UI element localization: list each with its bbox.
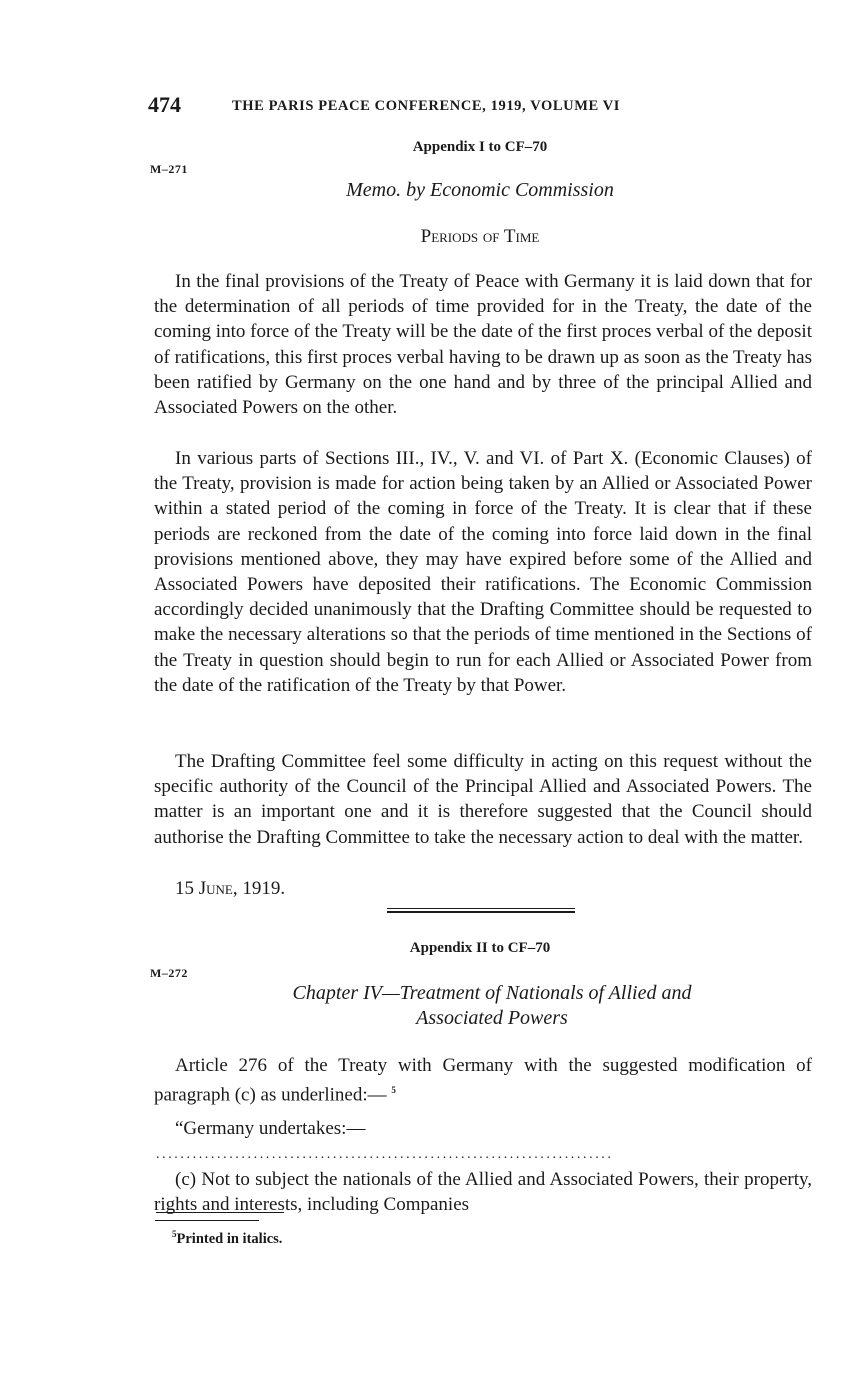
running-title: THE PARIS PEACE CONFERENCE, 1919, VOLUME VI	[232, 98, 621, 114]
appendix-1-subtitle: Memo. by Economic Commission	[346, 179, 614, 201]
page-number: 474	[148, 92, 181, 117]
ellipsis-row: ...........................................................................	[156, 1150, 614, 1160]
footnote-marker: 5	[172, 1229, 177, 1239]
separator-rule-thick	[387, 911, 575, 913]
appendix-2-subtitle-line-2: Associated Powers	[416, 1007, 568, 1029]
article-intro-text: Article 276 of the Treaty with Germany with the suggested modification of paragraph (c) as underlined:—	[154, 1055, 812, 1106]
paragraph-2: In various parts of Sections III., IV., V. and VI. of Part X. (Economic Clauses) of the Treaty, provision is made for action being taken by an Allied or Associated Power within a stated period of the coming in force of the Treaty. It is clear that if these periods are reckoned from the date of the coming into force laid down in the final provisions mentioned above, they may have expired before some of the Allied and Associated Powers have deposited their ratifications. The Economic Commission accordingly decided unanimously that the Drafting Committee should be requested to make the necessary alterations so that the periods of time mentioned in the Sections of the Treaty in question should begin to run for each Allied or Associated Power from the date of the ratification of the Treaty by that Power.	[154, 448, 812, 696]
memo-date	[175, 876, 475, 901]
section-title-periods-of-time: Periods of Time	[420, 226, 540, 247]
clause-c: (c) Not to subject the nationals of the Allied and Associated Powers, their property, rights and interests, including Companies	[154, 1169, 812, 1216]
appendix-2-subtitle-line-1: Chapter IV—Treatment of Nationals of Allied and	[292, 982, 692, 1004]
paragraph-3: The Drafting Committee feel some difficulty in acting on this request without the specific authority of the Council of the Principal Allied and Associated Powers. The matter is an important one and it is therefore suggested that the Council should authorise the Drafting Committee to take the necessary action to deal with the matter.	[154, 751, 812, 848]
margin-ref-m272: M–272	[150, 966, 188, 980]
footnote-rule	[155, 1220, 259, 1221]
footnote-ref: 5	[391, 1085, 396, 1096]
appendix-2-heading: Appendix II to CF–70	[409, 940, 551, 956]
quote-open: “Germany undertakes:—	[175, 1118, 366, 1139]
underline-mark	[156, 1212, 284, 1213]
margin-ref-m271: M–271	[150, 162, 188, 176]
footnote-text: Printed in italics.	[176, 1230, 283, 1247]
footnote	[172, 1229, 282, 1248]
running-header	[148, 92, 728, 122]
paragraph-1: In the final provisions of the Treaty of Peace with Germany it is laid down that for the determination of all periods of time provided for in the Treaty, the date of the coming into force of the Treaty will be the date of the first proces verbal of the deposit of ratifications, this first proces verbal having to be drawn up as soon as the Treaty has been ratified by Germany on the one hand and by three of the principal Allied and Associated Powers on the other.	[154, 271, 812, 419]
article-intro	[154, 1053, 812, 1108]
separator-rule	[387, 908, 575, 909]
date-text: 15 June, 1919.	[175, 878, 286, 899]
appendix-1-heading: Appendix I to CF–70	[412, 139, 548, 155]
